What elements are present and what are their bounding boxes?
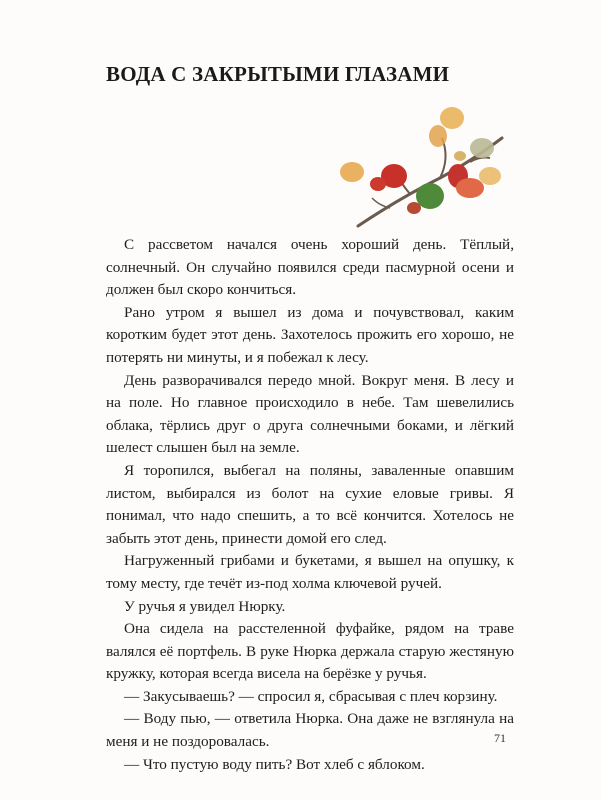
page-number: 71 bbox=[494, 731, 506, 745]
paragraph: Нагруженный грибами и букетами, я вышел на опушку, к тому месту, где течёт из-под холма ключевой ручей. bbox=[106, 552, 514, 592]
paragraph: — Что пустую воду пить? Вот хлеб с яблоком. bbox=[124, 755, 425, 773]
paragraph: Рано утром я вышел из дома и почувствовал, каким коротким будет этот день. Захотелось прожить его хорошо, не потерять ни минуты, и я побежал к лесу. bbox=[106, 303, 514, 366]
paragraph: — Закусываешь? — спросил я, сбрасывая с плеч корзину. bbox=[124, 687, 498, 705]
paragraph: У ручья я увидел Нюрку. bbox=[124, 597, 286, 615]
paragraph: — Воду пью, — ответила Нюрка. Она даже не взглянула на меня и не поздоровалась. bbox=[106, 710, 514, 751]
body-text bbox=[106, 234, 514, 776]
paragraph: День разворачивался передо мной. Вокруг меня. В лесу и на поле. Но главное происходило в небе. Там шевелились облака, тёрлись друг о друга солнечными боками, и лёгкий шелест слышен был на земле. bbox=[106, 371, 514, 457]
chapter-title: ВОДА С ЗАКРЫТЫМИ ГЛАЗАМИ bbox=[106, 62, 450, 86]
paragraph: Она сидела на расстеленной фуфайке, рядом на траве валялся её портфель. В руке Нюрка держала старую жестяную кружку, которая всегда висела на берёзке у ручья. bbox=[106, 620, 514, 683]
paragraph: С рассветом начался очень хороший день. Тёплый, солнечный. Он случайно появился среди пасмурной осени и должен был скоро кончиться. bbox=[106, 236, 514, 299]
autumn-branch-with-leaves-icon bbox=[330, 98, 530, 238]
paragraph: Я торопился, выбегал на поляны, заваленные опавшим листом, выбирался из болот на сухие еловые гривы. Я понимал, что надо спешить, а то всё кончится. Хотелось не забыть этот день, принести домой его след. bbox=[106, 461, 514, 547]
